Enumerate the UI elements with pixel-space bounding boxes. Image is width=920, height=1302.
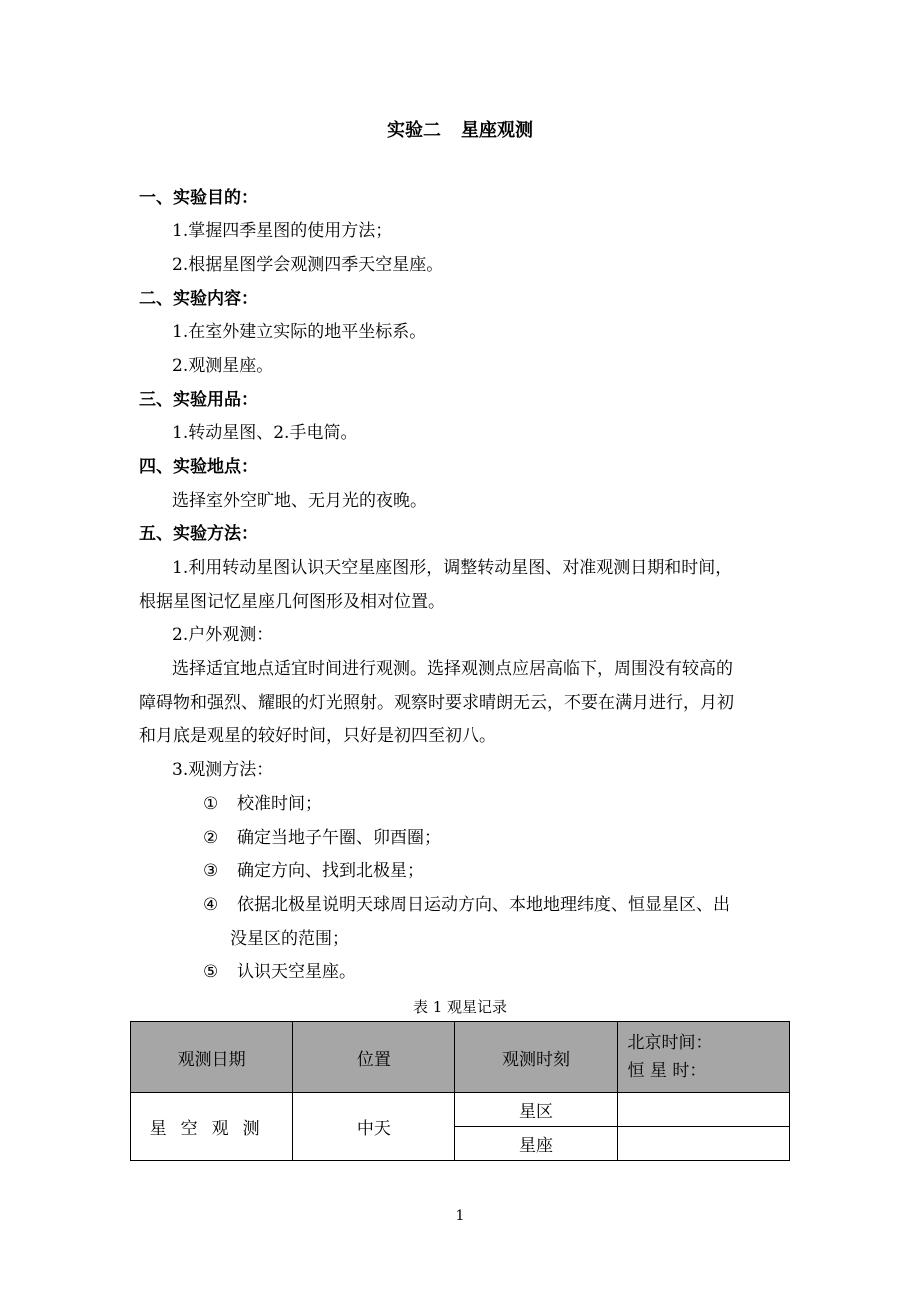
table-header-row: [131, 1022, 790, 1093]
step-1: [203, 792, 322, 816]
section-1-item-2: 2.根据星图学会观测四季天空星座。: [172, 255, 444, 275]
section-5-para-2: 2.户外观测：: [172, 625, 274, 645]
step-5-text: 认识天空星座。: [237, 962, 356, 982]
page-title: [0, 116, 920, 142]
section-5-heading: 五、实验方法：: [139, 524, 258, 544]
table-caption: 表 1 观星记录: [412, 998, 508, 1016]
empty-cell-star-region[interactable]: [617, 1093, 789, 1127]
section-5-para-3-line-3: 和月底是观星的较好时间，只好是初四至初八。: [139, 726, 496, 746]
step-5-number: ⑤: [203, 962, 219, 982]
header-sidereal-time: 恒 星 时：: [627, 1061, 707, 1081]
section-4-heading: 四、实验地点：: [139, 457, 258, 477]
step-3-number: ③: [203, 861, 219, 881]
section-5-para-1-line-1: 1.利用转动星图认识天空星座图形，调整转动星图、对准观测日期和时间，: [172, 558, 733, 578]
section-1-heading: 一、实验目的：: [139, 188, 258, 208]
step-4-continuation: 没星区的范围；: [230, 929, 349, 949]
step-1-number: ①: [203, 794, 219, 814]
step-4-number: ④: [203, 895, 219, 915]
header-observation-date: 观测日期: [131, 1022, 293, 1093]
section-1-item-1: 1.掌握四季星图的使用方法；: [172, 221, 393, 241]
page-number: 1: [455, 1208, 465, 1224]
step-4-text: 依据北极星说明天球周日运动方向、本地地理纬度、恒显星区、出: [237, 895, 730, 915]
header-position: 位置: [293, 1022, 455, 1093]
section-3-item-1: 1.转动星图、2.手电筒。: [172, 423, 358, 443]
table-row: [131, 1093, 790, 1127]
section-4-item-1: 选择室外空旷地、无月光的夜晚。: [172, 491, 427, 511]
step-2: [203, 826, 441, 850]
sub-row-constellation: 星座: [455, 1127, 617, 1161]
step-4: [203, 893, 730, 917]
section-5-para-1-line-2: 根据星图记忆星座几何图形及相对位置。: [139, 592, 445, 612]
observation-record-table: [130, 1021, 790, 1161]
step-5: [203, 960, 356, 984]
header-time-cell: [617, 1022, 789, 1093]
title-part-1: 实验二: [387, 120, 441, 141]
step-2-text: 确定当地子午圈、卯酉圈；: [237, 828, 441, 848]
section-2-heading: 二、实验内容：: [139, 289, 258, 309]
header-beijing-time: 北京时间：: [627, 1033, 713, 1053]
empty-cell-constellation[interactable]: [617, 1127, 789, 1161]
section-5-para-3-line-2: 障碍物和强烈、耀眼的灯光照射。观察时要求晴朗无云，不要在满月进行，月初: [139, 693, 734, 713]
title-part-2: 星座观测: [461, 120, 533, 141]
step-3-text: 确定方向、找到北极星；: [237, 861, 424, 881]
sub-row-star-region: 星区: [455, 1093, 617, 1127]
section-2-item-2: 2.观测星座。: [172, 356, 274, 376]
header-observation-time: 观测时刻: [455, 1022, 617, 1093]
section-2-item-1: 1.在室外建立实际的地平坐标系。: [172, 322, 427, 342]
step-1-text: 校准时间；: [237, 794, 322, 814]
row-label-star-observation: 星空观测: [131, 1093, 293, 1161]
step-3: [203, 859, 424, 883]
section-5-para-4: 3.观测方法：: [172, 760, 274, 780]
step-2-number: ②: [203, 828, 219, 848]
section-3-heading: 三、实验用品：: [139, 390, 258, 410]
section-5-para-3-line-1: 选择适宜地点适宜时间进行观测。选择观测点应居高临下，周围没有较高的: [172, 659, 733, 679]
row-position-culmination: 中天: [293, 1093, 455, 1161]
